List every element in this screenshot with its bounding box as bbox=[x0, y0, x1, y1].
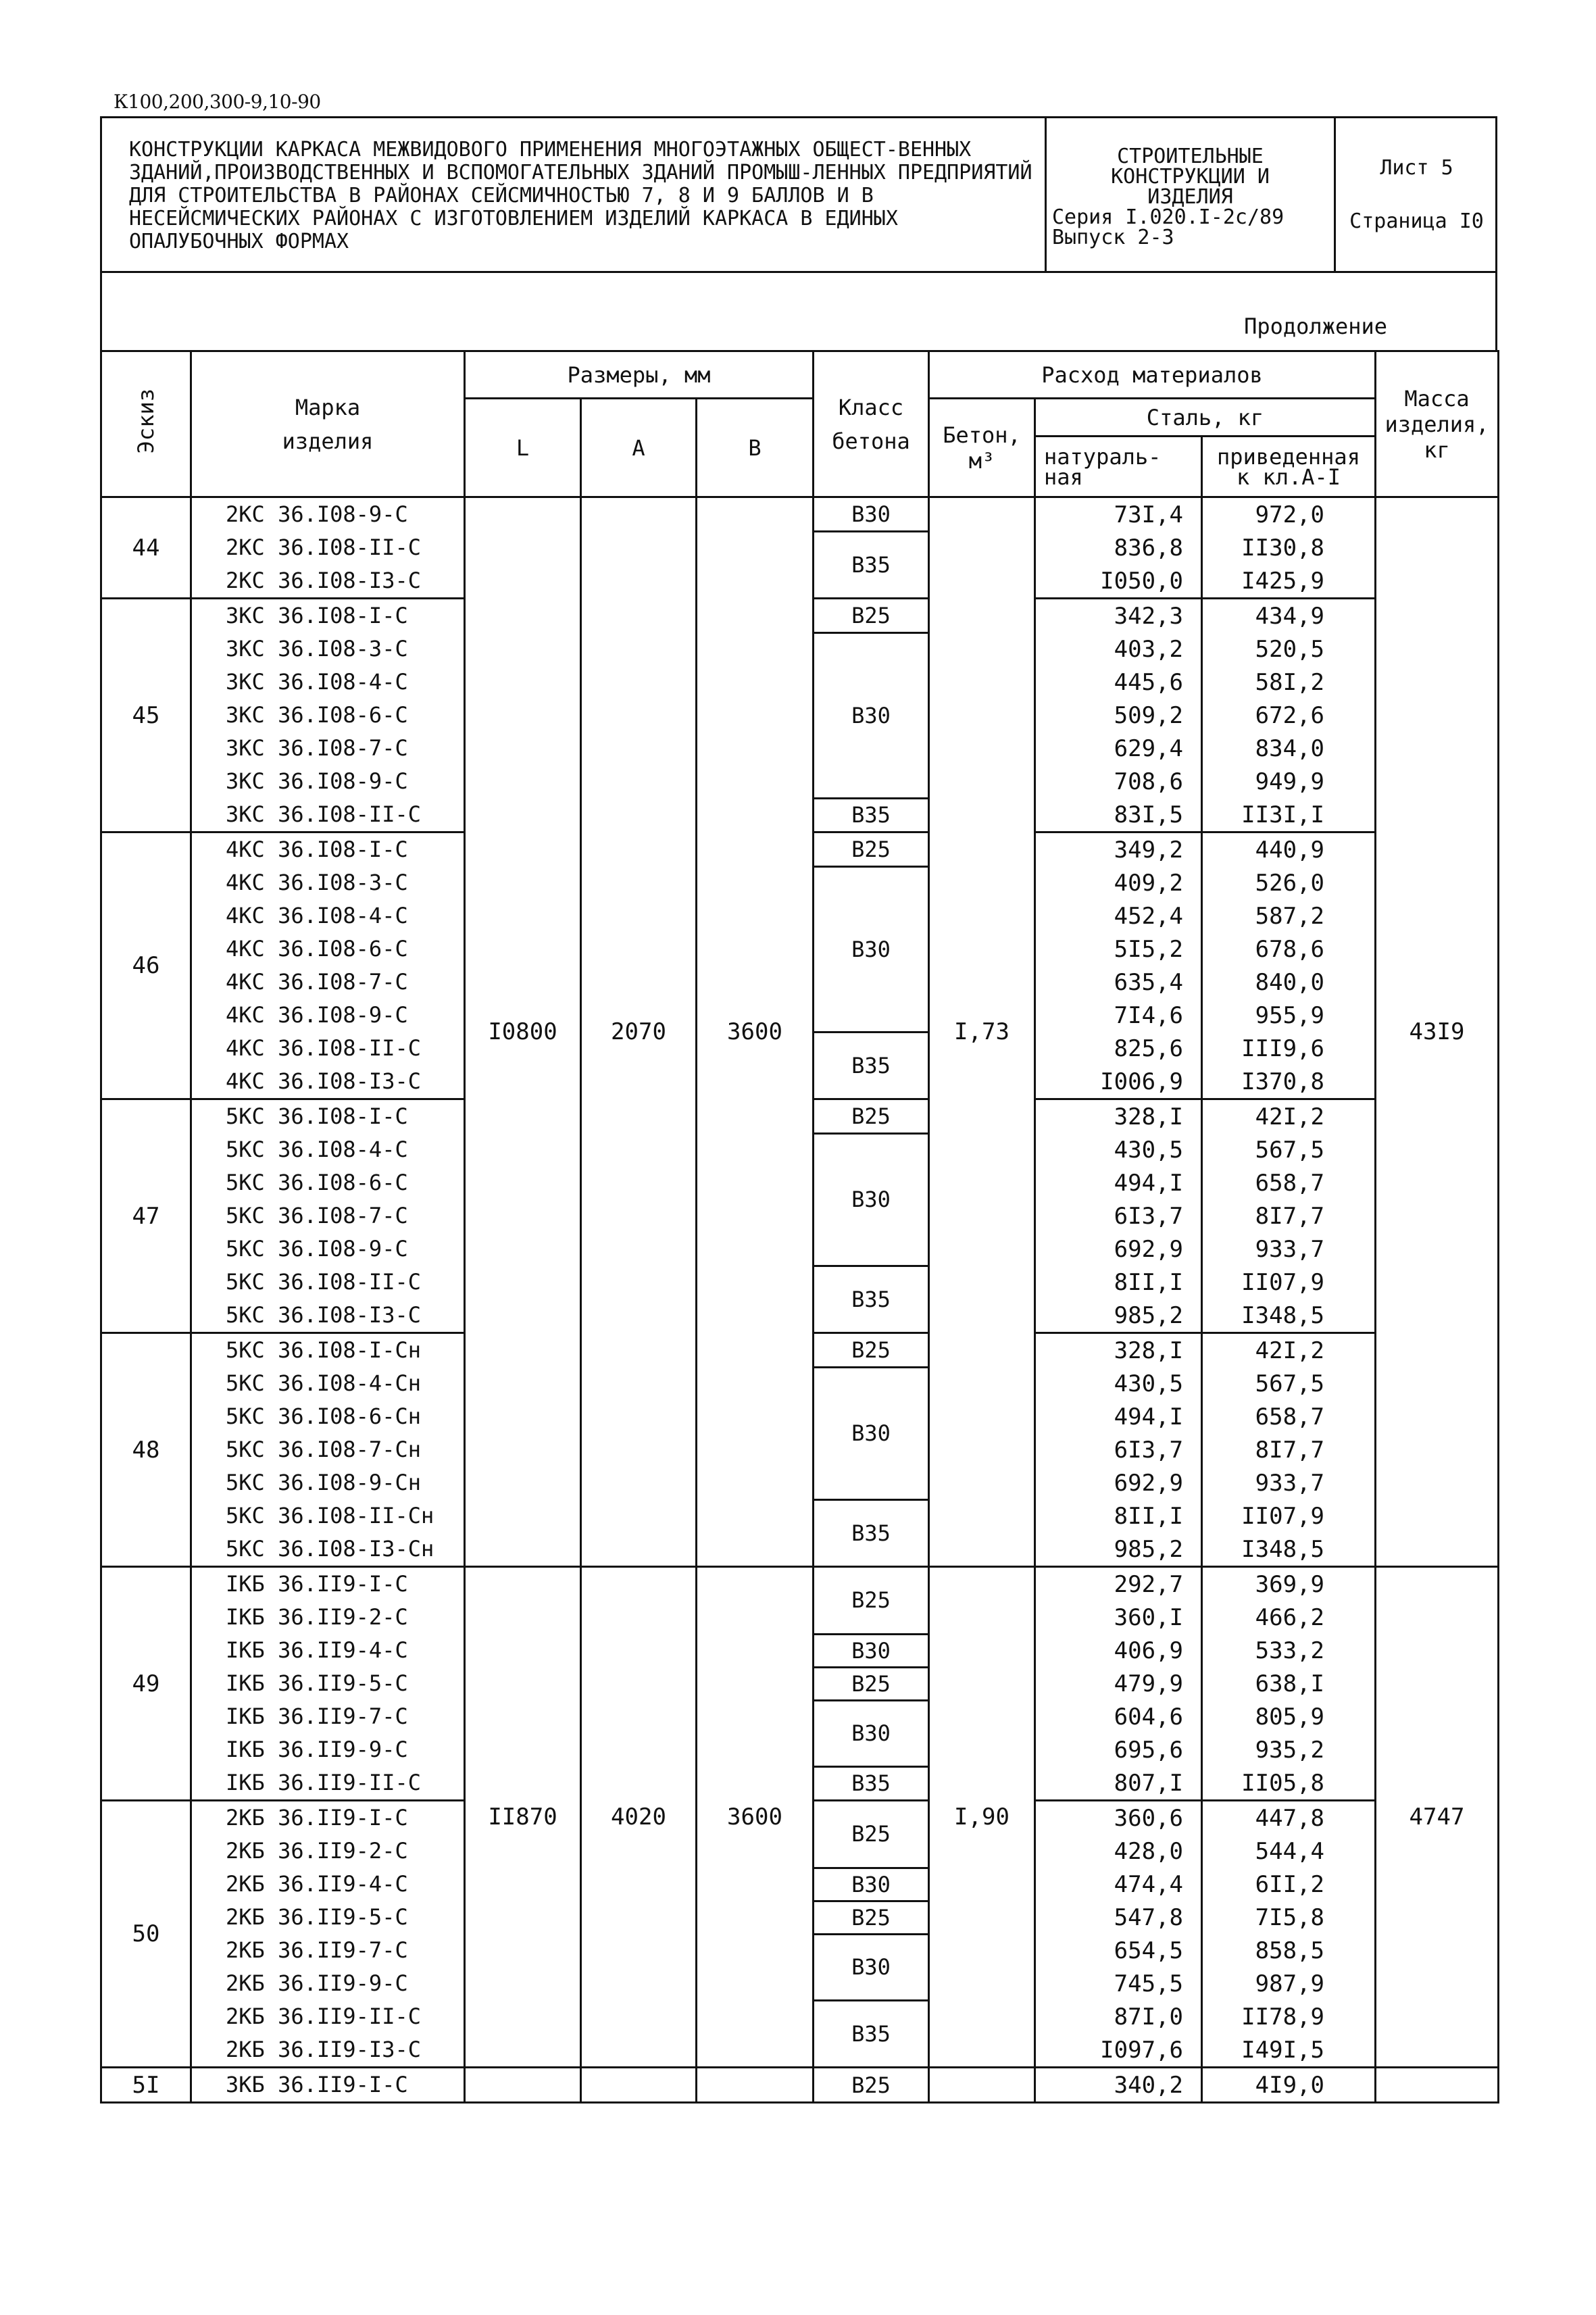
steel-reduced-cell: 658,7 bbox=[1202, 1166, 1376, 1199]
steel-natural-cell: 360,I bbox=[1035, 1601, 1202, 1634]
concrete-class-cell: В30 bbox=[814, 632, 929, 798]
eskiz-cell: 44 bbox=[101, 497, 191, 599]
mark-cell: 3КС 36.I08-6-С bbox=[191, 699, 465, 732]
header-class: Класс бетона bbox=[814, 351, 929, 497]
steel-natural-cell: 692,9 bbox=[1035, 1466, 1202, 1499]
size-l-cell: I0800 bbox=[465, 497, 581, 1567]
mark-cell: 5КС 36.I08-4-С bbox=[191, 1133, 465, 1166]
steel-natural-cell: I050,0 bbox=[1035, 564, 1202, 599]
header-concrete: Бетон, м³ bbox=[929, 399, 1035, 497]
mark-cell: 4КС 36.I08-I-С bbox=[191, 832, 465, 867]
header-A: A bbox=[581, 399, 697, 497]
steel-reduced-cell: 933,7 bbox=[1202, 1466, 1376, 1499]
steel-natural-cell: 745,5 bbox=[1035, 1967, 1202, 2000]
steel-natural-cell: 604,6 bbox=[1035, 1700, 1202, 1733]
steel-natural-cell: 6I3,7 bbox=[1035, 1433, 1202, 1466]
steel-natural-cell: 342,3 bbox=[1035, 599, 1202, 633]
mark-cell: 4КС 36.I08-4-С bbox=[191, 899, 465, 932]
steel-reduced-cell: 567,5 bbox=[1202, 1133, 1376, 1166]
steel-natural-cell: 403,2 bbox=[1035, 632, 1202, 666]
mark-cell: 4КС 36.I08-I3-С bbox=[191, 1065, 465, 1099]
steel-reduced-cell: 440,9 bbox=[1202, 832, 1376, 867]
steel-natural-cell: 87I,0 bbox=[1035, 2000, 1202, 2033]
size-a-cell bbox=[581, 2068, 697, 2103]
concrete-class-cell: В35 bbox=[814, 798, 929, 832]
steel-natural-cell: 73I,4 bbox=[1035, 497, 1202, 532]
mark-cell: 3КБ 36.II9-I-С bbox=[191, 2068, 465, 2103]
steel-reduced-cell: 587,2 bbox=[1202, 899, 1376, 932]
mark-cell: 3КС 36.I08-9-С bbox=[191, 765, 465, 798]
steel-natural-cell: 445,6 bbox=[1035, 666, 1202, 699]
mark-cell: 4КС 36.I08-3-С bbox=[191, 866, 465, 899]
continued-row bbox=[100, 273, 1497, 351]
header-mass: Масса изделия, кг bbox=[1376, 351, 1499, 497]
eskiz-cell: 5I bbox=[101, 2068, 191, 2103]
category-line-3: ИЗДЕЛИЯ bbox=[1147, 185, 1233, 209]
steel-reduced-cell: 8I7,7 bbox=[1202, 1199, 1376, 1233]
mark-cell: 5КС 36.I08-I3-С bbox=[191, 1299, 465, 1333]
mark-cell: 5КС 36.I08-I-С bbox=[191, 1099, 465, 1134]
steel-natural-cell: 6I3,7 bbox=[1035, 1199, 1202, 1233]
page-number: Страница I0 bbox=[1349, 209, 1484, 233]
concrete-class-cell: В30 bbox=[814, 1868, 929, 1901]
header-eskiz: Эскиз bbox=[101, 351, 191, 497]
steel-natural-cell: 985,2 bbox=[1035, 1299, 1202, 1333]
steel-reduced-cell: 987,9 bbox=[1202, 1967, 1376, 2000]
mark-cell: 2КС 36.I08-II-С bbox=[191, 531, 465, 564]
concrete-class-cell: В35 bbox=[814, 1032, 929, 1099]
steel-natural-cell: 836,8 bbox=[1035, 531, 1202, 564]
mass-cell: 4747 bbox=[1376, 1567, 1499, 2068]
concrete-class-cell: В35 bbox=[814, 531, 929, 599]
steel-natural-cell: 328,I bbox=[1035, 1333, 1202, 1368]
steel-natural-cell: 430,5 bbox=[1035, 1367, 1202, 1400]
document-code: К100,200,300-9,10-90 bbox=[114, 91, 321, 113]
mark-cell: IКБ 36.II9-2-С bbox=[191, 1601, 465, 1634]
mark-cell: 5КС 36.I08-II-Сн bbox=[191, 1499, 465, 1533]
steel-natural-cell: 452,4 bbox=[1035, 899, 1202, 932]
mark-cell: 2КС 36.I08-I3-С bbox=[191, 564, 465, 599]
steel-natural-cell: I097,6 bbox=[1035, 2033, 1202, 2068]
spec-table bbox=[100, 350, 1499, 2104]
concrete-class-cell: В25 bbox=[814, 1567, 929, 1635]
concrete-class-cell: В35 bbox=[814, 2000, 929, 2068]
eskiz-cell: 46 bbox=[101, 832, 191, 1099]
steel-natural-cell: 654,5 bbox=[1035, 1934, 1202, 1967]
mark-cell: IКБ 36.II9-II-С bbox=[191, 1766, 465, 1801]
steel-natural-cell: 547,8 bbox=[1035, 1901, 1202, 1934]
steel-reduced-cell: 840,0 bbox=[1202, 966, 1376, 999]
table-row bbox=[101, 1567, 1499, 1601]
steel-reduced-cell: II05,8 bbox=[1202, 1766, 1376, 1801]
steel-reduced-cell: 42I,2 bbox=[1202, 1333, 1376, 1368]
header-sizes: Размеры, мм bbox=[465, 351, 814, 399]
steel-natural-cell: 494,I bbox=[1035, 1166, 1202, 1199]
steel-reduced-cell: 544,4 bbox=[1202, 1835, 1376, 1868]
eskiz-cell: 45 bbox=[101, 599, 191, 832]
steel-reduced-cell: 638,I bbox=[1202, 1667, 1376, 1700]
concrete-class-cell: В35 bbox=[814, 1266, 929, 1333]
sheet-number: Лист 5 bbox=[1380, 156, 1453, 180]
steel-natural-cell: 985,2 bbox=[1035, 1533, 1202, 1567]
mark-cell: IКБ 36.II9-4-С bbox=[191, 1634, 465, 1667]
steel-natural-cell: 428,0 bbox=[1035, 1835, 1202, 1868]
steel-reduced-cell: 567,5 bbox=[1202, 1367, 1376, 1400]
steel-reduced-cell: II3I,I bbox=[1202, 798, 1376, 832]
mark-cell: 2КБ 36.II9-5-С bbox=[191, 1901, 465, 1934]
concrete-volume-cell bbox=[929, 2068, 1035, 2103]
mark-cell: 2КБ 36.II9-4-С bbox=[191, 1868, 465, 1901]
eskiz-cell: 50 bbox=[101, 1801, 191, 2068]
mark-cell: 4КС 36.I08-6-С bbox=[191, 932, 465, 966]
steel-reduced-cell: 369,9 bbox=[1202, 1567, 1376, 1601]
steel-reduced-cell: 533,2 bbox=[1202, 1634, 1376, 1667]
concrete-class-cell: В25 bbox=[814, 599, 929, 633]
mark-cell: 5КС 36.I08-II-С bbox=[191, 1266, 465, 1299]
concrete-class-cell: В30 bbox=[814, 1700, 929, 1766]
mark-cell: IКБ 36.II9-7-С bbox=[191, 1700, 465, 1733]
mark-cell: 2КС 36.I08-9-С bbox=[191, 497, 465, 532]
steel-natural-cell: 474,4 bbox=[1035, 1868, 1202, 1901]
size-a-cell: 4020 bbox=[581, 1567, 697, 2068]
steel-natural-cell: 406,9 bbox=[1035, 1634, 1202, 1667]
steel-reduced-cell: II78,9 bbox=[1202, 2000, 1376, 2033]
steel-reduced-cell: I370,8 bbox=[1202, 1065, 1376, 1099]
steel-natural-cell: 409,2 bbox=[1035, 866, 1202, 899]
table-row bbox=[101, 2068, 1499, 2103]
mark-cell: 3КС 36.I08-3-С bbox=[191, 632, 465, 666]
mark-cell: 2КБ 36.II9-9-С bbox=[191, 1967, 465, 2000]
header-materials: Расход материалов bbox=[929, 351, 1376, 399]
mark-cell: 2КБ 36.II9-2-С bbox=[191, 1835, 465, 1868]
steel-natural-cell: 83I,5 bbox=[1035, 798, 1202, 832]
table-row bbox=[101, 497, 1499, 532]
continued-label: Продолжение bbox=[1244, 314, 1387, 339]
mark-cell: 3КС 36.I08-I-С bbox=[191, 599, 465, 633]
concrete-class-cell: В25 bbox=[814, 1901, 929, 1934]
concrete-class-cell: В25 bbox=[814, 1099, 929, 1134]
mass-cell bbox=[1376, 2068, 1499, 2103]
concrete-class-cell: В25 bbox=[814, 832, 929, 867]
steel-reduced-cell: 520,5 bbox=[1202, 632, 1376, 666]
steel-reduced-cell: I348,5 bbox=[1202, 1299, 1376, 1333]
header-B: B bbox=[697, 399, 814, 497]
mass-cell: 43I9 bbox=[1376, 497, 1499, 1567]
size-b-cell bbox=[697, 2068, 814, 2103]
header-steel-natural: натураль- ная bbox=[1035, 437, 1202, 497]
category-line-2: КОНСТРУКЦИИ И bbox=[1111, 165, 1270, 189]
steel-natural-cell: 807,I bbox=[1035, 1766, 1202, 1801]
steel-reduced-cell: II30,8 bbox=[1202, 531, 1376, 564]
mark-cell: 4КС 36.I08-9-С bbox=[191, 999, 465, 1032]
steel-natural-cell: 479,9 bbox=[1035, 1667, 1202, 1700]
size-b-cell: 3600 bbox=[697, 1567, 814, 2068]
concrete-class-cell: В35 bbox=[814, 1766, 929, 1801]
mark-cell: 2КБ 36.II9-I3-С bbox=[191, 2033, 465, 2068]
size-l-cell bbox=[465, 2068, 581, 2103]
steel-natural-cell: 692,9 bbox=[1035, 1233, 1202, 1266]
steel-reduced-cell: 949,9 bbox=[1202, 765, 1376, 798]
size-b-cell: 3600 bbox=[697, 497, 814, 1567]
steel-natural-cell: 509,2 bbox=[1035, 699, 1202, 732]
steel-reduced-cell: 805,9 bbox=[1202, 1700, 1376, 1733]
steel-natural-cell: 340,2 bbox=[1035, 2068, 1202, 2103]
steel-reduced-cell: III9,6 bbox=[1202, 1032, 1376, 1065]
mark-cell: 5КС 36.I08-9-Сн bbox=[191, 1466, 465, 1499]
steel-natural-cell: 635,4 bbox=[1035, 966, 1202, 999]
steel-reduced-cell: 8I7,7 bbox=[1202, 1433, 1376, 1466]
steel-natural-cell: 8II,I bbox=[1035, 1499, 1202, 1533]
mark-cell: 5КС 36.I08-I3-Сн bbox=[191, 1533, 465, 1567]
steel-reduced-cell: 434,9 bbox=[1202, 599, 1376, 633]
steel-natural-cell: 8II,I bbox=[1035, 1266, 1202, 1299]
mark-cell: 3КС 36.I08-7-С bbox=[191, 732, 465, 765]
concrete-class-cell: В30 bbox=[814, 1934, 929, 2000]
steel-natural-cell: 328,I bbox=[1035, 1099, 1202, 1134]
steel-reduced-cell: I49I,5 bbox=[1202, 2033, 1376, 2068]
mark-cell: 5КС 36.I08-7-Сн bbox=[191, 1433, 465, 1466]
concrete-class-cell: В25 bbox=[814, 1667, 929, 1700]
steel-natural-cell: 5I5,2 bbox=[1035, 932, 1202, 966]
steel-reduced-cell: 466,2 bbox=[1202, 1601, 1376, 1634]
header-L: L bbox=[465, 399, 581, 497]
document-title: КОНСТРУКЦИИ КАРКАСА МЕЖВИДОВОГО ПРИМЕНЕНИЯ МНОГОЭТАЖНЫХ ОБЩЕСТ-ВЕННЫХ ЗДАНИЙ,ПРОИЗВОДСТВЕННЫХ И ВСПОМОГАТЕЛЬНЫХ ЗДАНИЙ ПРОМЫШ-ЛЕННЫХ ПРЕДПРИЯТИЙ ДЛЯ СТРОИТЕЛЬСТВА В РАЙОНАХ СЕЙСМИЧНОСТЬЮ 7, 8 И 9 БАЛЛОВ И В НЕСЕЙСМИЧЕСКИХ РАЙОНАХ С ИЗГОТОВЛЕНИЕМ ИЗДЕЛИЙ КАРКАСА В ЕДИНЫХ ОПАЛУБОЧНЫХ ФОРМАХ bbox=[102, 118, 1047, 271]
steel-reduced-cell: 858,5 bbox=[1202, 1934, 1376, 1967]
steel-reduced-cell: 42I,2 bbox=[1202, 1099, 1376, 1134]
steel-reduced-cell: 672,6 bbox=[1202, 699, 1376, 732]
steel-reduced-cell: 58I,2 bbox=[1202, 666, 1376, 699]
mark-cell: 5КС 36.I08-6-Сн bbox=[191, 1400, 465, 1433]
mark-cell: 2КБ 36.II9-7-С bbox=[191, 1934, 465, 1967]
steel-reduced-cell: 4I9,0 bbox=[1202, 2068, 1376, 2103]
concrete-class-cell: В25 bbox=[814, 1333, 929, 1368]
sheet-block bbox=[1336, 118, 1497, 271]
eskiz-cell: 49 bbox=[101, 1567, 191, 1801]
mark-cell: 4КС 36.I08-7-С bbox=[191, 966, 465, 999]
mark-cell: 5КС 36.I08-7-С bbox=[191, 1199, 465, 1233]
concrete-class-cell: В25 bbox=[814, 2068, 929, 2103]
steel-reduced-cell: 972,0 bbox=[1202, 497, 1376, 532]
concrete-volume-cell: I,90 bbox=[929, 1567, 1035, 2068]
series-label: Серия I.020.I-2с/89 bbox=[1052, 205, 1285, 229]
size-a-cell: 2070 bbox=[581, 497, 697, 1567]
category-line-1: СТРОИТЕЛЬНЫЕ bbox=[1117, 145, 1264, 168]
mark-cell: 4КС 36.I08-II-С bbox=[191, 1032, 465, 1065]
steel-natural-cell: I006,9 bbox=[1035, 1065, 1202, 1099]
category-block bbox=[1047, 118, 1336, 271]
steel-natural-cell: 430,5 bbox=[1035, 1133, 1202, 1166]
steel-reduced-cell: 447,8 bbox=[1202, 1801, 1376, 1835]
steel-natural-cell: 7I4,6 bbox=[1035, 999, 1202, 1032]
concrete-class-cell: В30 bbox=[814, 1367, 929, 1499]
eskiz-cell: 48 bbox=[101, 1333, 191, 1567]
mark-cell: 3КС 36.I08-4-С bbox=[191, 666, 465, 699]
header-mark: Марка изделия bbox=[191, 351, 465, 497]
mark-cell: 3КС 36.I08-II-С bbox=[191, 798, 465, 832]
steel-natural-cell: 360,6 bbox=[1035, 1801, 1202, 1835]
title-block bbox=[100, 116, 1497, 273]
concrete-class-cell: В35 bbox=[814, 1499, 929, 1567]
steel-natural-cell: 708,6 bbox=[1035, 765, 1202, 798]
mark-cell: IКБ 36.II9-I-С bbox=[191, 1567, 465, 1601]
steel-natural-cell: 629,4 bbox=[1035, 732, 1202, 765]
mark-cell: IКБ 36.II9-5-С bbox=[191, 1667, 465, 1700]
steel-reduced-cell: II07,9 bbox=[1202, 1266, 1376, 1299]
steel-reduced-cell: I425,9 bbox=[1202, 564, 1376, 599]
concrete-class-cell: В30 bbox=[814, 1634, 929, 1667]
concrete-volume-cell: I,73 bbox=[929, 497, 1035, 1567]
mark-cell: IКБ 36.II9-9-С bbox=[191, 1733, 465, 1766]
header-steel-reduced: приведенная к кл.А-I bbox=[1202, 437, 1376, 497]
mark-cell: 5КС 36.I08-9-С bbox=[191, 1233, 465, 1266]
concrete-class-cell: В30 bbox=[814, 497, 929, 532]
steel-natural-cell: 292,7 bbox=[1035, 1567, 1202, 1601]
steel-natural-cell: 825,6 bbox=[1035, 1032, 1202, 1065]
steel-reduced-cell: 834,0 bbox=[1202, 732, 1376, 765]
size-l-cell: II870 bbox=[465, 1567, 581, 2068]
steel-reduced-cell: 935,2 bbox=[1202, 1733, 1376, 1766]
mark-cell: 2КБ 36.II9-II-С bbox=[191, 2000, 465, 2033]
steel-reduced-cell: 933,7 bbox=[1202, 1233, 1376, 1266]
mark-cell: 5КС 36.I08-4-Сн bbox=[191, 1367, 465, 1400]
mark-cell: 2КБ 36.II9-I-С bbox=[191, 1801, 465, 1835]
header-steel: Сталь, кг bbox=[1035, 399, 1376, 437]
eskiz-cell: 47 bbox=[101, 1099, 191, 1333]
steel-reduced-cell: II07,9 bbox=[1202, 1499, 1376, 1533]
steel-natural-cell: 494,I bbox=[1035, 1400, 1202, 1433]
steel-reduced-cell: 7I5,8 bbox=[1202, 1901, 1376, 1934]
steel-natural-cell: 695,6 bbox=[1035, 1733, 1202, 1766]
steel-reduced-cell: I348,5 bbox=[1202, 1533, 1376, 1567]
steel-reduced-cell: 6II,2 bbox=[1202, 1868, 1376, 1901]
steel-reduced-cell: 955,9 bbox=[1202, 999, 1376, 1032]
concrete-class-cell: В25 bbox=[814, 1801, 929, 1868]
steel-reduced-cell: 678,6 bbox=[1202, 932, 1376, 966]
concrete-class-cell: В30 bbox=[814, 1133, 929, 1266]
mark-cell: 5КС 36.I08-I-Сн bbox=[191, 1333, 465, 1368]
mark-cell: 5КС 36.I08-6-С bbox=[191, 1166, 465, 1199]
issue-label: Выпуск 2-3 bbox=[1052, 226, 1174, 249]
steel-reduced-cell: 526,0 bbox=[1202, 866, 1376, 899]
steel-reduced-cell: 658,7 bbox=[1202, 1400, 1376, 1433]
concrete-class-cell: В30 bbox=[814, 866, 929, 1032]
steel-natural-cell: 349,2 bbox=[1035, 832, 1202, 867]
